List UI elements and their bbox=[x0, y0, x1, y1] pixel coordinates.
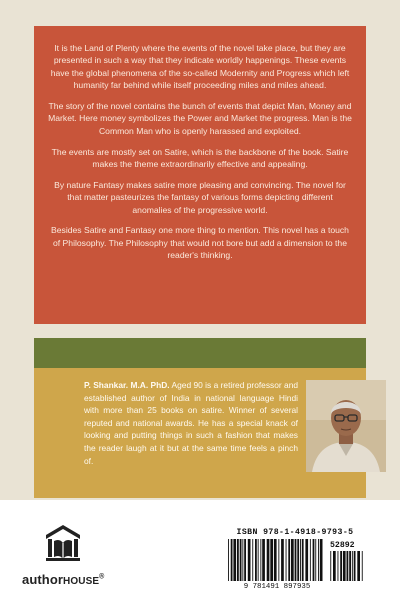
blurb-panel bbox=[34, 26, 366, 324]
barcode-bars bbox=[226, 539, 364, 581]
author-photo bbox=[306, 380, 386, 472]
blurb-paragraph-5: Besides Satire and Fantasy one more thing to mention. This novel has a touch of Philosophy. The Philosophy that would not bore but add a dimension to the reader's thinking. bbox=[51, 225, 349, 261]
author-name: P. Shankar. M.A. PhD. bbox=[84, 380, 170, 390]
blurb-paragraph-2: The story of the novel contains the bunch of events that depict Man, Money and Market. Here money symbolizes the Power and Market the progress. Man is the Common Man who is openly harassed and exploited. bbox=[48, 101, 352, 136]
author-bio-text: Aged 90 is a retired professor and established author of India in national language Hindi with more than 25 books on satire. Winner of several reputed and national awards. He has a special knack of looking and putting things in such a fashion that makes the reader laugh at it but at the same time feels a pinch of. bbox=[84, 380, 299, 466]
registered-mark: ® bbox=[99, 573, 105, 581]
publisher-name-prefix: author bbox=[22, 572, 64, 587]
author-portrait-image bbox=[306, 380, 386, 472]
publisher-name-suffix: HOUSE bbox=[63, 576, 100, 587]
author-bio bbox=[84, 379, 298, 467]
olive-band bbox=[34, 338, 366, 368]
barcode-number: 9 781491 897935 bbox=[243, 583, 311, 591]
blurb-paragraph-1: It is the Land of Plenty where the events of the novel take place, but they are presented in such a way that they indicate worldly happenings. These events have the global phenomena of the so-called Modernity and Progress which left humanity far behind while itself proceeding miles and miles ahead. bbox=[50, 43, 350, 91]
publisher-logo-text bbox=[22, 572, 104, 587]
barcode-addon-number: 52892 bbox=[330, 541, 355, 550]
isbn-text: ISBN 978-1-4918-9793-5 bbox=[236, 528, 354, 537]
blurb-paragraph-4: By nature Fantasy makes satire more pleasing and convincing. The novel for that matter pasteurizes the fantasy of various forms depicting different anomalies of the progressive world. bbox=[54, 179, 346, 215]
author-panel bbox=[34, 368, 366, 498]
authorhouse-house-book-icon bbox=[44, 523, 82, 563]
blurb-paragraph-3: The events are mostly set on Satire, which is the backbone of the book. Satire makes the theme extraordinarily effective and appealing. bbox=[51, 146, 349, 170]
